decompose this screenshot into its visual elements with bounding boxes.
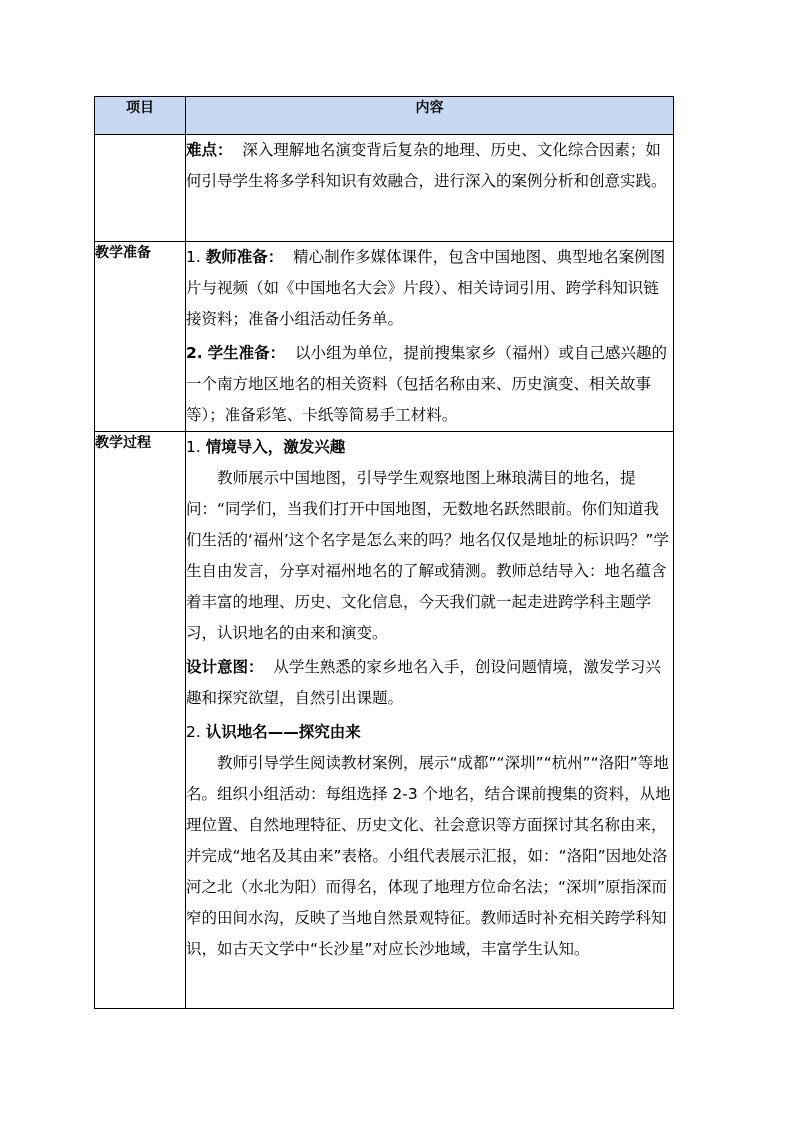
process-row bbox=[95, 432, 674, 1009]
step2-num: 2. bbox=[186, 723, 201, 741]
difficulty-content-cell bbox=[186, 135, 674, 242]
header-content: 内容 bbox=[186, 97, 674, 135]
difficulty-text: 深入理解地名演变背后复杂的地理、历史、文化综合因素；如何引导学生将多学科知识有效融合，进行深入的案例分析和创意实践。 bbox=[186, 141, 667, 190]
difficulty-label: 难点： bbox=[186, 141, 233, 159]
student-prep-num: 2. bbox=[186, 344, 203, 362]
step2-text: 教师引导学生阅读教材案例，展示“成都”“深圳”“杭州”“洛阳”等地名。组织小组活动：每组选择 2-3 个地名，结合课前搜集的资料，从地理位置、自然地理特征、历史文化、社会意识等方面探讨其名称由来，并完成“地名及其由来”表格。小组代表展示汇报，如：“洛阳”因地处洛河之北（水北为阳）而得名，体现了地理方位命名法；“深圳”原指深而窄的田间水沟，反映了当地自然景观特征。教师适时补充相关跨学科知识，如古天文学中“长沙星”对应长沙地域，丰富学生认知。 bbox=[186, 754, 671, 958]
difficulty-paragraph bbox=[186, 135, 673, 197]
step1-title: 情境导入，激发兴趣 bbox=[205, 438, 346, 456]
step1-heading bbox=[186, 432, 673, 463]
student-prep-label: 学生准备： bbox=[207, 344, 286, 362]
step2-heading bbox=[186, 717, 673, 748]
step1-num: 1. bbox=[186, 438, 201, 456]
process-content-cell bbox=[186, 432, 674, 1009]
lesson-plan-table bbox=[94, 96, 674, 1009]
teacher-prep-label: 教师准备： bbox=[205, 248, 284, 266]
step1-text: 教师展示中国地图，引导学生观察地图上琳琅满目的地名，提问：“同学们，当我们打开中国地图，无数地名跃然眼前。你们知道我们生活的‘福州’这个名字是怎么来的吗？地名仅仅是地址的标识吗？”学生自由发言，分享对福州地名的了解或猜测。教师总结导入：地名蕴含着丰富的地理、历史、文化信息，今天我们就一起走进跨学科主题学习，认识地名的由来和演变。 bbox=[186, 469, 669, 642]
teacher-prep-num: 1. bbox=[186, 248, 201, 266]
step2-title: 认识地名——探究由来 bbox=[205, 723, 361, 741]
difficulty-row bbox=[95, 135, 674, 242]
student-prep-text: 以小组为单位，提前搜集家乡（福州）或自己感兴趣的一个南方地区地名的相关资料（包括名称由来、历史演变、相关故事等）；准备彩笔、卡纸等简易手工材料。 bbox=[186, 344, 668, 424]
difficulty-label-cell bbox=[95, 135, 186, 242]
header-item: 项目 bbox=[95, 97, 186, 135]
teacher-prep-text: 精心制作多媒体课件，包含中国地图、典型地名案例图片与视频（如《中国地名大会》片段）、相关诗词引用、跨学科知识链接资料；准备小组活动任务单。 bbox=[186, 248, 666, 328]
preparation-row bbox=[95, 242, 674, 432]
table-header-row bbox=[95, 97, 674, 135]
student-prep-paragraph bbox=[186, 338, 673, 431]
process-label: 教学过程 bbox=[95, 432, 186, 1009]
teacher-prep-paragraph bbox=[186, 242, 673, 335]
preparation-content-cell bbox=[186, 242, 674, 432]
step1-design-text: 从学生熟悉的家乡地名入手，创设问题情境，激发学习兴趣和探究欲望，自然引出课题。 bbox=[186, 658, 661, 707]
step1-design-paragraph bbox=[186, 652, 673, 714]
step1-design-label: 设计意图： bbox=[186, 658, 264, 676]
preparation-label: 教学准备 bbox=[95, 242, 186, 432]
